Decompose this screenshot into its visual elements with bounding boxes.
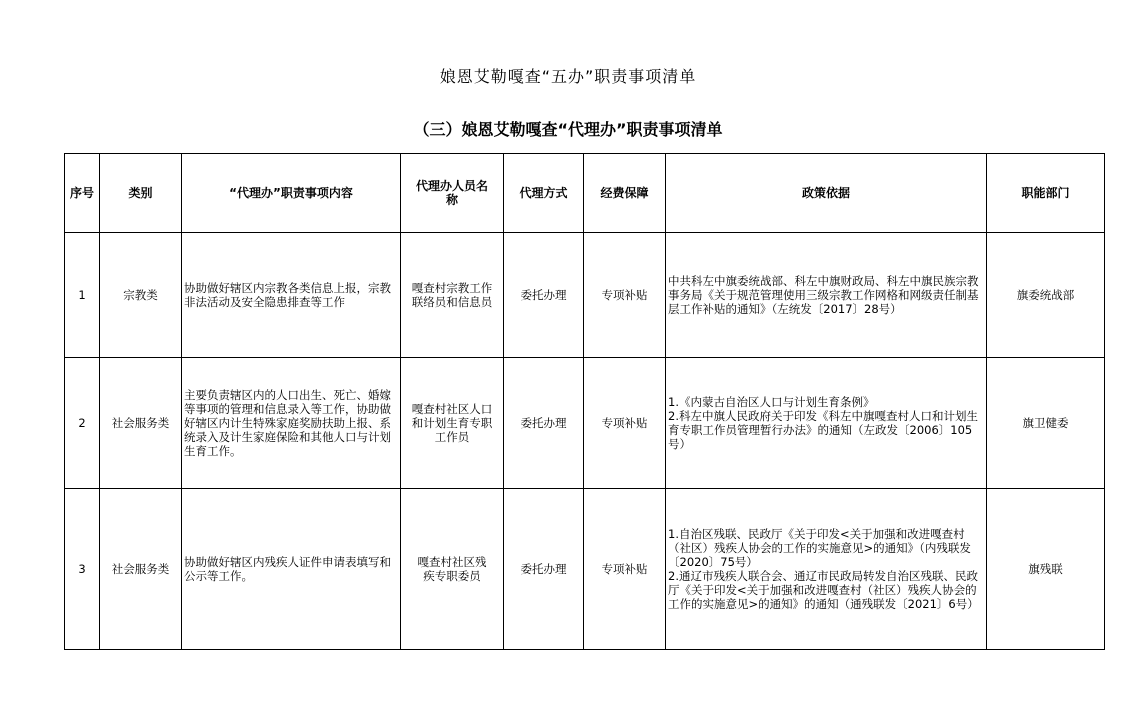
cell-content: 主要负责辖区内的人口出生、死亡、婚嫁等事项的管理和信息录入等工作，协助做好辖区内计生特殊家庭奖励扶助上报、系统录入及计生家庭保险和其他人口与计划生育工作。 — [182, 358, 401, 489]
header-no: 序号 — [65, 154, 100, 233]
header-category: 类别 — [100, 154, 182, 233]
header-department: 职能部门 — [987, 154, 1105, 233]
header-staff-label: 代理办人员名称 — [416, 179, 489, 207]
cell-funding: 专项补贴 — [584, 489, 666, 650]
section-title: （三）娘恩艾勒嘎查“代理办”职责事项清单 — [413, 120, 723, 139]
cell-staff-text: 嘎查村社区残疾专职委员 — [417, 555, 487, 583]
cell-no: 2 — [65, 358, 100, 489]
header-row — [65, 154, 1105, 233]
table-row — [65, 489, 1105, 650]
header-content: “代理办”职责事项内容 — [182, 154, 401, 233]
cell-method: 委托办理 — [504, 489, 584, 650]
header-method: 代理方式 — [504, 154, 584, 233]
cell-staff — [401, 358, 504, 489]
cell-funding: 专项补贴 — [584, 358, 666, 489]
cell-policy: 中共科左中旗委统战部、科左中旗财政局、科左中旗民族宗教事务局《关于规范管理使用三级宗教工作网格和网级责任制基层工作补贴的通知》（左统发〔2017〕28号） — [666, 233, 987, 358]
table-row — [65, 233, 1105, 358]
cell-content: 协助做好辖区内宗教各类信息上报，宗教非法活动及安全隐患排查等工作 — [182, 233, 401, 358]
cell-method: 委托办理 — [504, 358, 584, 489]
cell-department: 旗卫健委 — [987, 358, 1105, 489]
cell-staff — [401, 489, 504, 650]
cell-funding: 专项补贴 — [584, 233, 666, 358]
cell-department: 旗残联 — [987, 489, 1105, 650]
cell-department: 旗委统战部 — [987, 233, 1105, 358]
cell-no: 1 — [65, 233, 100, 358]
cell-category: 社会服务类 — [100, 489, 182, 650]
header-funding: 经费保障 — [584, 154, 666, 233]
cell-no: 3 — [65, 489, 100, 650]
header-staff — [401, 154, 504, 233]
cell-category: 宗教类 — [100, 233, 182, 358]
cell-staff — [401, 233, 504, 358]
duty-table — [64, 153, 1105, 650]
page-title: 娘恩艾勒嘎查“五办”职责事项清单 — [439, 67, 697, 86]
cell-policy: 1.《内蒙古自治区人口与计划生育条例》 2.科左中旗人民政府关于印发《科左中旗嘎查村人口和计划生育专职工作员管理暂行办法》的通知（左政发〔2006〕105号） — [666, 358, 987, 489]
cell-policy: 1.自治区残联、民政厅《关于印发<关于加强和改进嘎查村（社区）残疾人协会的工作的实施意见>的通知》（内残联发〔2020〕75号） 2.通辽市残疾人联合会、通辽市民政局转发自治区残联、民政厅《关于印发<关于加强和改进嘎查村（社区）残疾人协会的工作的实施意见>的通知》的通知（通残联发〔2021〕6号） — [666, 489, 987, 650]
cell-category: 社会服务类 — [100, 358, 182, 489]
header-policy: 政策依据 — [666, 154, 987, 233]
table-row — [65, 358, 1105, 489]
cell-staff-text: 嘎查村社区人口和计划生育专职工作员 — [411, 402, 493, 444]
cell-staff-text: 嘎查村宗教工作联络员和信息员 — [411, 281, 493, 309]
cell-method: 委托办理 — [504, 233, 584, 358]
cell-content: 协助做好辖区内残疾人证件申请表填写和公示等工作。 — [182, 489, 401, 650]
